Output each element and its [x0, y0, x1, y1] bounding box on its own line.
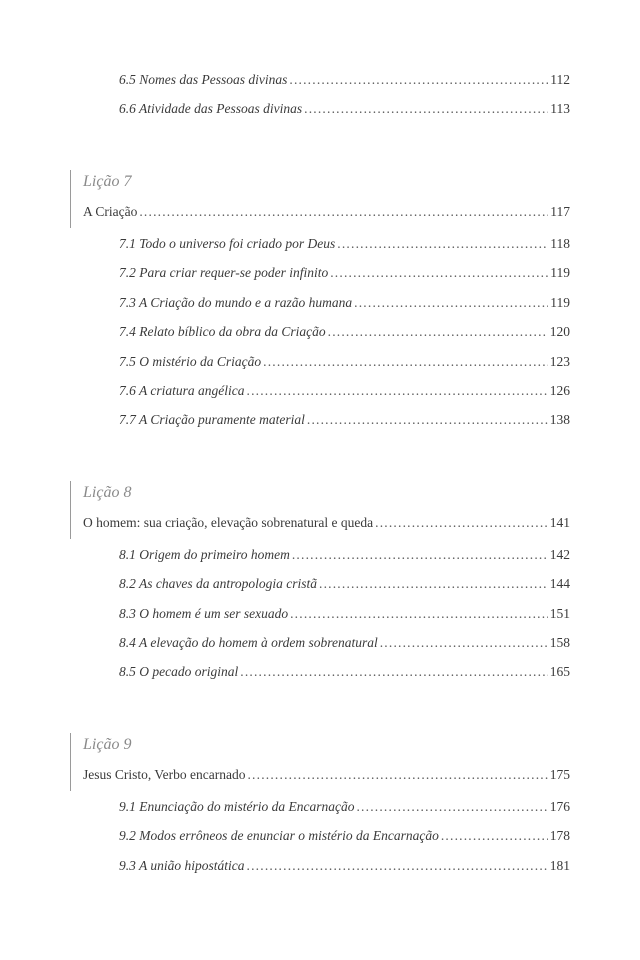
chapter-page: 175: [549, 767, 570, 782]
toc-entry-title: 6.6 Atividade das Pessoas divinas: [119, 101, 303, 116]
toc-entry-page: 176: [549, 799, 570, 814]
toc-entry[interactable]: [119, 857, 570, 875]
toc-entry[interactable]: [119, 798, 570, 816]
dot-leader: [319, 575, 548, 593]
lesson-title: Lição 7: [83, 173, 132, 190]
toc-entry-page: 142: [549, 547, 570, 562]
toc-entry-page: 181: [549, 858, 570, 873]
lesson-marker-bar: [70, 170, 71, 228]
dot-leader: [330, 264, 548, 282]
toc-entry-title: 7.7 A Criação puramente material: [119, 412, 305, 427]
chapter-entry[interactable]: [83, 766, 570, 784]
dot-leader: [328, 323, 548, 341]
dot-leader: [247, 766, 547, 784]
toc-entry-title: 9.1 Enunciação do mistério da Encarnação: [119, 799, 355, 814]
toc-entry-page: 178: [549, 828, 570, 843]
toc-entry-page: 123: [549, 354, 570, 369]
toc-entry-title: 7.6 A criatura angélica: [119, 383, 245, 398]
dot-leader: [139, 203, 548, 221]
toc-entry-page: 112: [550, 72, 570, 87]
toc-entry-page: 119: [550, 265, 570, 280]
dot-leader: [441, 827, 548, 845]
chapter-title: O homem: sua criação, elevação sobrenatural e queda: [83, 515, 374, 530]
toc-entry-title: 7.1 Todo o universo foi criado por Deus: [119, 236, 336, 251]
dot-leader: [356, 798, 547, 816]
dot-leader: [307, 411, 548, 429]
chapter-title: A Criação: [83, 204, 138, 219]
toc-entry[interactable]: [119, 827, 570, 845]
toc-entry[interactable]: [119, 663, 570, 681]
dot-leader: [289, 71, 548, 89]
toc-entry-page: 158: [549, 635, 570, 650]
toc-entry-page: 119: [550, 295, 570, 310]
toc-entry-page: 165: [549, 664, 570, 679]
lesson-marker-bar: [70, 733, 71, 791]
toc-entry[interactable]: [119, 546, 570, 564]
toc-entry[interactable]: [119, 294, 570, 312]
toc-entry[interactable]: [119, 353, 570, 371]
dot-leader: [375, 514, 548, 532]
lesson-marker-bar: [70, 481, 71, 539]
dot-leader: [354, 294, 548, 312]
toc-entry-title: 8.4 A elevação do homem à ordem sobrenatural: [119, 635, 378, 650]
dot-leader: [247, 857, 548, 875]
toc-entry-title: 8.2 As chaves da antropologia cristã: [119, 576, 317, 591]
toc-entry[interactable]: [119, 575, 570, 593]
chapter-page: 117: [550, 204, 570, 219]
chapter-title: Jesus Cristo, Verbo encarnado: [83, 767, 246, 782]
toc-entry[interactable]: [119, 605, 570, 623]
dot-leader: [247, 382, 548, 400]
toc-entry-page: 126: [549, 383, 570, 398]
chapter-page: 141: [549, 515, 570, 530]
toc-entry-title: 9.2 Modos errôneos de enunciar o mistério da Encarnação: [119, 828, 439, 843]
toc-entry-title: 8.1 Origem do primeiro homem: [119, 547, 290, 562]
toc-entry[interactable]: [119, 323, 570, 341]
toc-entry-title: 7.4 Relato bíblico da obra da Criação: [119, 324, 326, 339]
toc-entry-title: 7.5 O mistério da Criação: [119, 354, 262, 369]
toc-entry[interactable]: [119, 634, 570, 652]
toc-entry[interactable]: [119, 71, 570, 89]
toc-entry-title: 8.3 O homem é um ser sexuado: [119, 606, 289, 621]
toc-entry-page: 144: [549, 576, 570, 591]
dot-leader: [263, 353, 548, 371]
dot-leader: [304, 100, 548, 118]
toc-entry-page: 113: [550, 101, 570, 116]
dot-leader: [292, 546, 548, 564]
toc-entry[interactable]: [119, 411, 570, 429]
toc-entry-title: 7.3 A Criação do mundo e a razão humana: [119, 295, 353, 310]
toc-entry-page: 151: [549, 606, 570, 621]
dot-leader: [337, 235, 548, 253]
toc-entry[interactable]: [119, 235, 570, 253]
lesson-title: Lição 9: [83, 736, 132, 753]
toc-entry[interactable]: [119, 100, 570, 118]
toc-entry-title: 6.5 Nomes das Pessoas divinas: [119, 72, 288, 87]
toc-entry-page: 120: [549, 324, 570, 339]
toc-entry-title: 9.3 A união hipostática: [119, 858, 245, 873]
toc-entry-title: 8.5 O pecado original: [119, 664, 239, 679]
toc-entry[interactable]: [119, 382, 570, 400]
lesson-title: Lição 8: [83, 484, 132, 501]
toc-entry-page: 138: [549, 412, 570, 427]
dot-leader: [290, 605, 548, 623]
toc-entry-page: 118: [550, 236, 570, 251]
chapter-entry[interactable]: [83, 514, 570, 532]
toc-entry-title: 7.2 Para criar requer-se poder infinito: [119, 265, 329, 280]
dot-leader: [240, 663, 548, 681]
dot-leader: [380, 634, 548, 652]
toc-entry[interactable]: [119, 264, 570, 282]
chapter-entry[interactable]: [83, 203, 570, 221]
